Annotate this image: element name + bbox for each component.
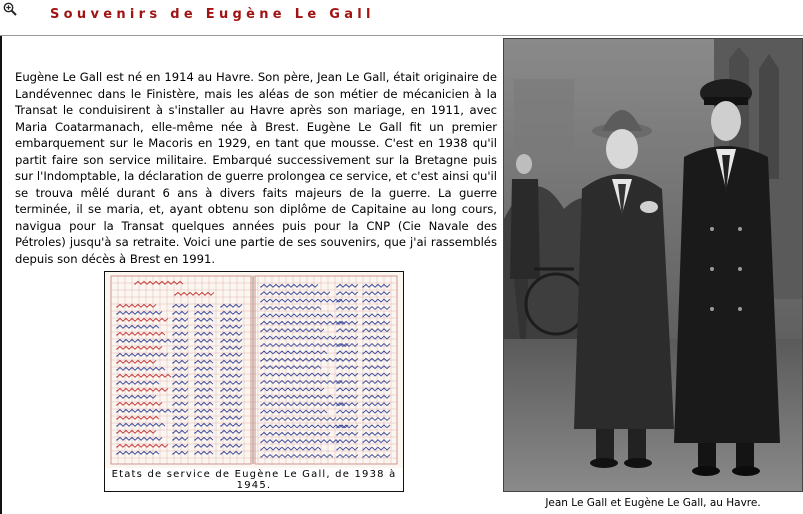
service-record-caption: Etats de service de Eugène Le Gall, de 1938 à 1945.	[111, 469, 397, 491]
magnifier-plus-icon[interactable]	[3, 2, 17, 16]
intro-text: Eugène Le Gall est né en 1914 au Havre. Son père, Jean Le Gall, était originaire de Landévennec dans le Finistère, mais les aléas de son métier de mécanicien à la Transat le conduisirent à s'installer au Havre après son mariage, en 1911, avec Maria Coatarmanach, elle-même née à Brest. Eugène Le Gall fit un premier embarquement sur le Macoris en 1929, en tant que mousse. C'est en 1938 qu'il partit faire son service militaire. Embarqué successivement sur la Bretagne puis sur l'Indomptable, la déclaration de guerre prolongea ce service, et c'est ainsi qu'il se trouva mêlé durant 6 ans à divers faits majeurs de la guerre. La guerre terminée, il se maria, et, ayant obtenu son diplôme de Capitaine au long cours, navigua pour la Transat quelques années puis pour la CNP (Cie Navale des Pétroles) jusqu'à sa retraite. Voici une partie de ses souvenirs, que j'ai rassemblés depuis son décès à Brest en 1991.	[15, 70, 497, 266]
service-record-image[interactable]	[105, 272, 403, 468]
portrait-photo-figure	[503, 38, 803, 492]
service-record-figure	[104, 271, 404, 492]
page-title: Souvenirs de Eugène Le Gall	[50, 7, 375, 22]
title-bar	[0, 0, 803, 36]
left-border	[0, 36, 2, 514]
portrait-photo[interactable]	[504, 39, 802, 491]
portrait-photo-caption: Jean Le Gall et Eugène Le Gall, au Havre.	[545, 497, 761, 509]
